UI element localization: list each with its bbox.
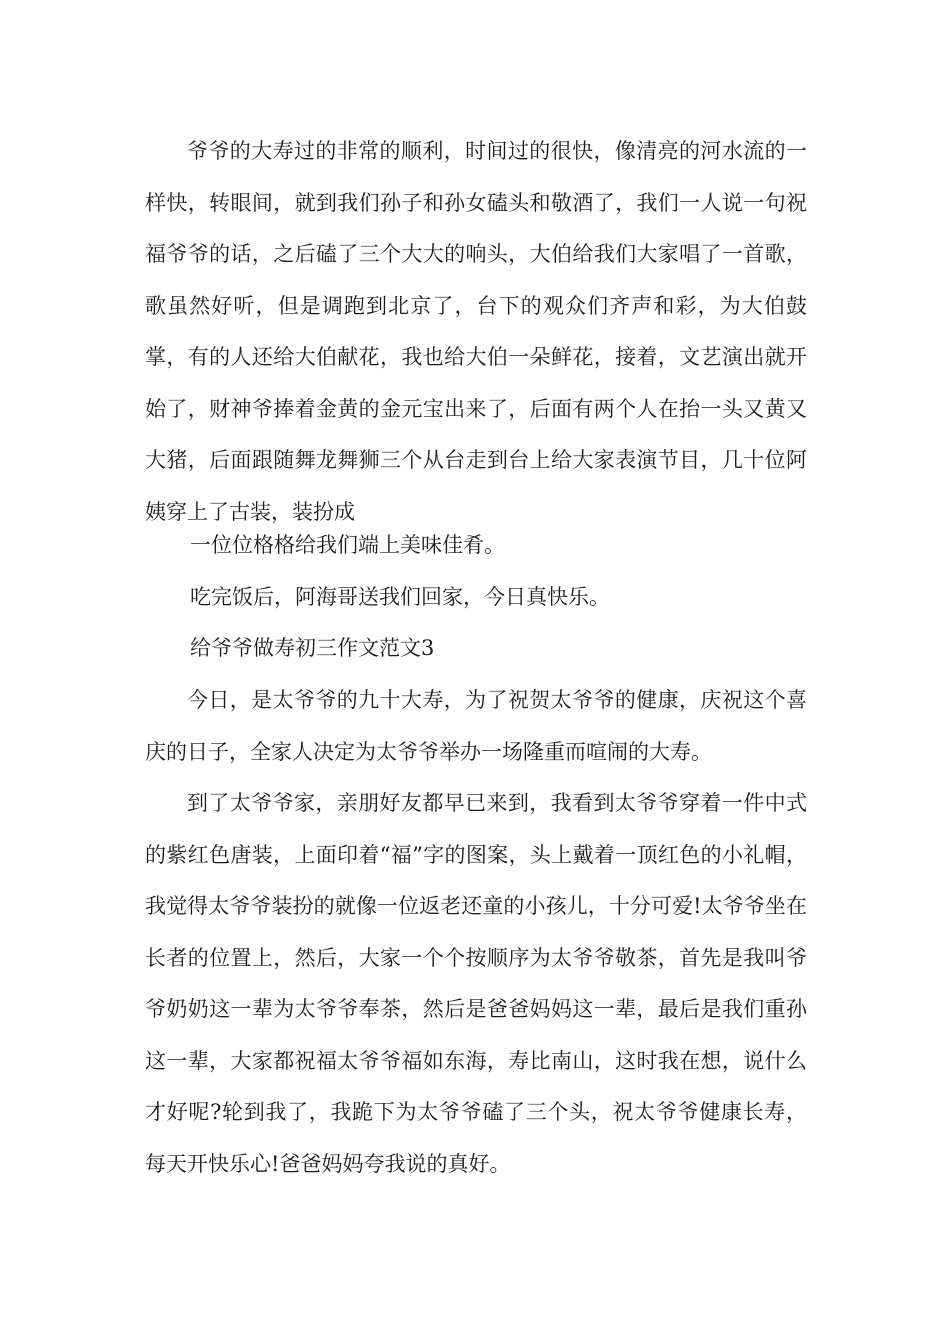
- paragraph-going-home: 吃完饭后，阿海哥送我们回家，今日真快乐。: [190, 585, 610, 609]
- paragraph-great-grandfather: 到了太爷爷家，亲朋好友都早已来到，我看到太爷爷穿着一件中式的紫红色唐装，上面印着“福”字的图案，头上戴着一顶红色的小礼帽，我觉得太爷爷装扮的就像一位返老还童的小孩儿，十分可爱!太爷爷坐在长者的位置上，然后，大家一个个按顺序为太爷爷敬茶，首先是我叫爷爷奶奶这一辈为太爷爷奉茶，然后是爸爸妈妈这一辈，最后是我们重孙这一辈，大家都祝福太爷爷福如东海，寿比南山，这时我在想，说什么才好呢?轮到我了，我跪下为太爷爷磕了三个头，祝太爷爷健康长寿，每天开快乐心!爸爸妈妈夸我说的真好。: [145, 791, 807, 1176]
- paragraph-princesses-serve: 一位位格格给我们端上美味佳肴。: [190, 533, 505, 557]
- paragraph-birthday-celebration: 爷爷的大寿过的非常的顺利，时间过的很快，像清亮的河水流的一样快，转眼间，就到我们孙子和孙女磕头和敬酒了，我们一人说一句祝福爷爷的话，之后磕了三个大大的响头，大伯给我们大家唱了一首歌，歌虽然好听，但是调跑到北京了，台下的观众们齐声和彩，为大伯鼓掌，有的人还给大伯献花，我也给大伯一朵鲜花，接着，文艺演出就开始了，财神爷捧着金黄的金元宝出来了，后面有两个人在抬一头又黄又大猪，后面跟随舞龙舞狮三个从台走到台上给大家表演节目，几十位阿姨穿上了古装，装扮成: [145, 139, 807, 524]
- paragraph-ninetieth-birthday: 今日，是太爷爷的九十大寿，为了祝贺太爷爷的健康，庆祝这个喜庆的日子，全家人决定为太爷爷举办一场隆重而喧闹的大寿。: [145, 688, 807, 764]
- essay-heading: 给爷爷做寿初三作文范文3: [190, 636, 435, 660]
